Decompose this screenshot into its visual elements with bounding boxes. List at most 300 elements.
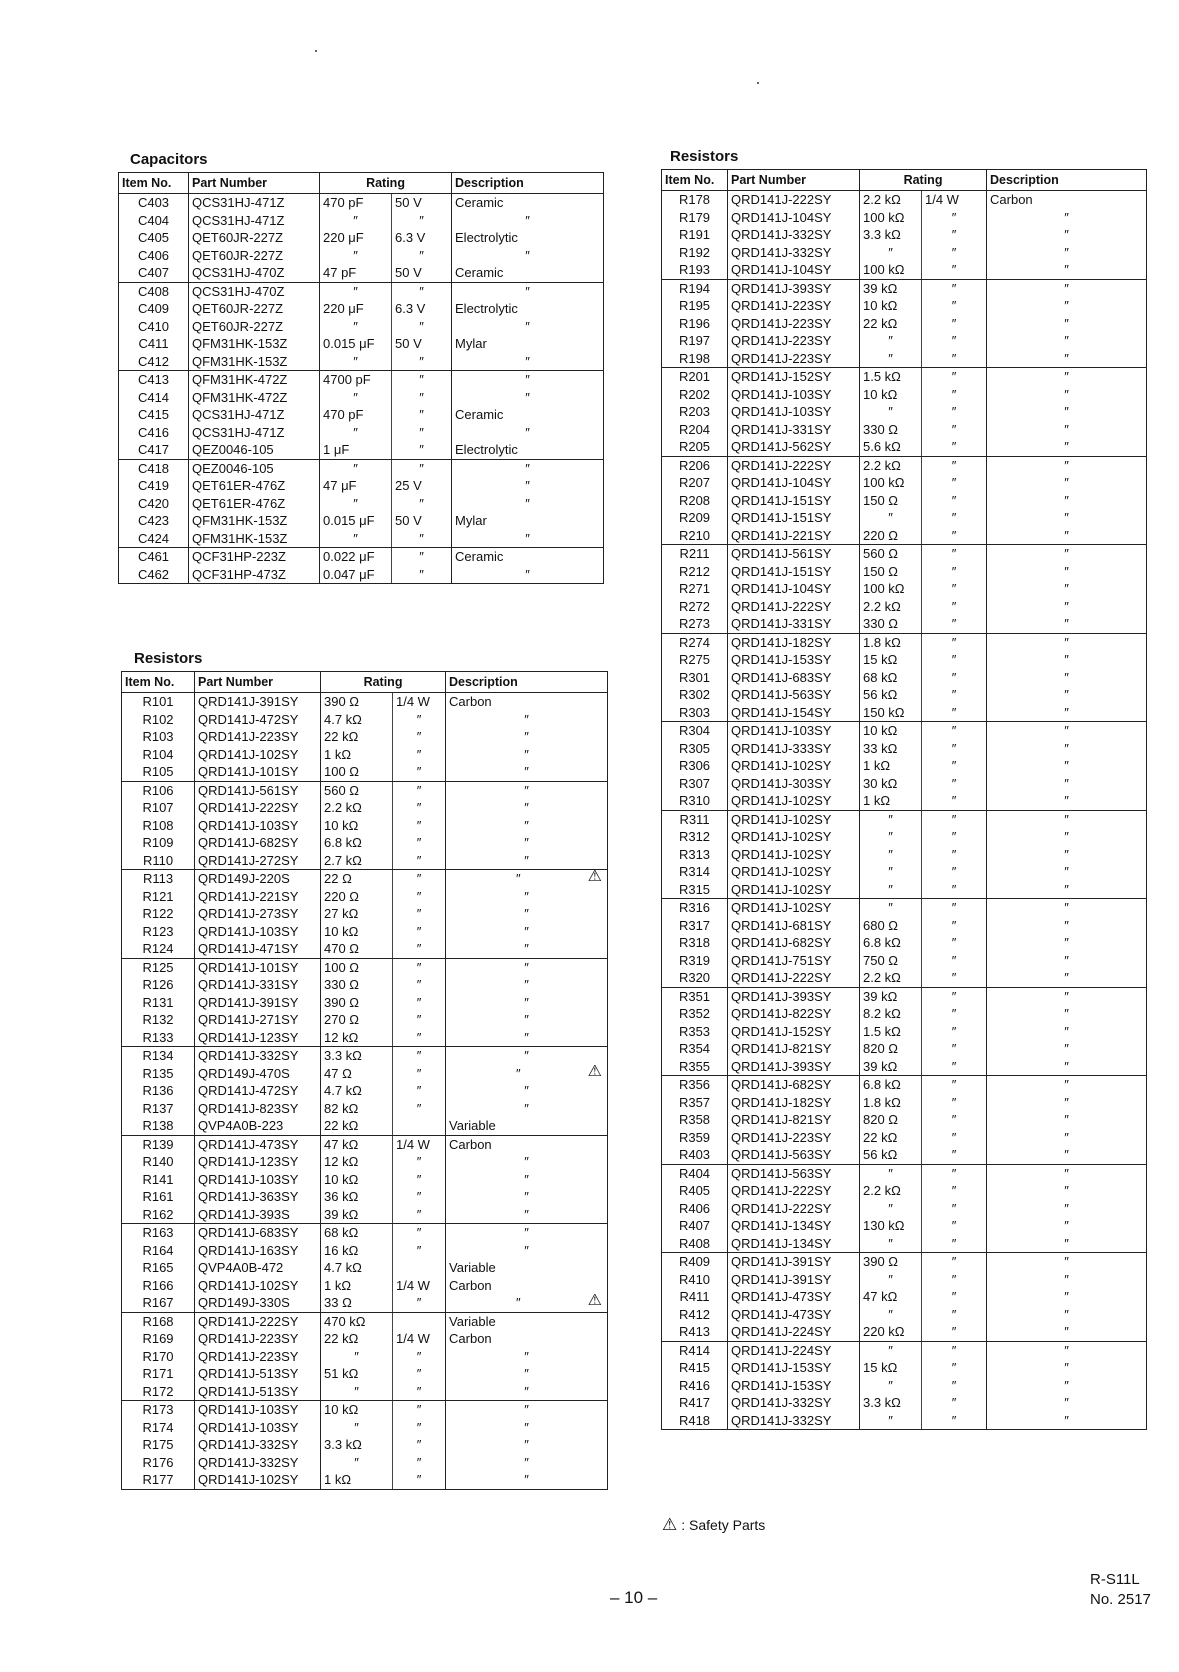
value-cell: 10 kΩ — [321, 923, 393, 941]
description-text: Carbon — [449, 1331, 492, 1347]
description-text: ″ — [525, 247, 530, 263]
table-row — [122, 905, 608, 923]
description-text: ″ — [1064, 386, 1069, 402]
rating-cell: ″ — [922, 1217, 987, 1235]
rating-cell: ″ — [922, 686, 987, 704]
value-cell: 100 Ω — [321, 763, 393, 781]
description-text: ″ — [1064, 1254, 1069, 1270]
description-cell — [987, 828, 1147, 846]
rating-cell: ″ — [922, 1253, 987, 1271]
table-row — [122, 888, 608, 906]
item-no-cell: R161 — [122, 1188, 195, 1206]
description-text: ″ — [524, 1383, 529, 1399]
item-no-cell: R418 — [662, 1412, 728, 1430]
rating-cell: ″ — [922, 757, 987, 775]
description-text: ″ — [1064, 1200, 1069, 1216]
item-no-cell: R316 — [662, 899, 728, 917]
header-rating: Rating — [321, 672, 446, 693]
description-cell — [987, 1271, 1147, 1289]
rating-cell: ″ — [922, 456, 987, 474]
table-row — [662, 1164, 1147, 1182]
value-cell: 820 Ω — [860, 1040, 922, 1058]
description-text: ″ — [524, 1242, 529, 1258]
item-no-cell: R104 — [122, 746, 195, 764]
description-text: ″ — [1064, 970, 1069, 986]
value-cell: 47 Ω — [321, 1065, 393, 1083]
table-row — [122, 1401, 608, 1419]
table-row — [662, 191, 1147, 209]
rating-cell: ″ — [393, 711, 446, 729]
rating-cell: ″ — [922, 1094, 987, 1112]
part-number-cell: QRD141J-363SY — [195, 1188, 321, 1206]
description-cell — [446, 1436, 608, 1454]
item-no-cell: C462 — [119, 566, 189, 584]
rating-cell: ″ — [922, 1412, 987, 1430]
part-number-cell: QRD141J-821SY — [728, 1040, 860, 1058]
value-cell: 56 kΩ — [860, 686, 922, 704]
description-text: ″ — [1064, 350, 1069, 366]
value-cell: 6.8 kΩ — [860, 1076, 922, 1094]
description-text: Ceramic — [455, 549, 504, 565]
description-cell — [452, 282, 604, 300]
rating-cell: ″ — [922, 934, 987, 952]
item-no-cell: R202 — [662, 386, 728, 404]
description-text: ″ — [524, 711, 529, 727]
rating-cell — [393, 1117, 446, 1135]
rating-cell: ″ — [393, 1206, 446, 1224]
description-text: ″ — [1064, 687, 1069, 703]
rating-cell: ″ — [922, 386, 987, 404]
description-text: ″ — [1064, 1041, 1069, 1057]
description-cell — [452, 477, 604, 495]
item-no-cell: C411 — [119, 335, 189, 353]
item-no-cell: C412 — [119, 353, 189, 371]
rating-cell: ″ — [922, 1323, 987, 1341]
description-text: ″ — [1064, 829, 1069, 845]
description-cell — [446, 1401, 608, 1419]
table-row — [122, 1117, 608, 1135]
description-cell — [987, 775, 1147, 793]
part-number-cell: QRD141J-332SY — [728, 226, 860, 244]
part-number-cell: QRD141J-391SY — [728, 1271, 860, 1289]
rating-cell: ″ — [393, 940, 446, 958]
table-body — [122, 693, 608, 1490]
table-row — [122, 1171, 608, 1189]
description-cell — [987, 686, 1147, 704]
value-cell: 1.5 kΩ — [860, 368, 922, 386]
item-no-cell: R113 — [122, 870, 195, 888]
value-cell: 8.2 kΩ — [860, 1005, 922, 1023]
rating-cell: ″ — [922, 279, 987, 297]
description-text: ″ — [1064, 1112, 1069, 1128]
description-cell — [446, 1383, 608, 1401]
table-row — [662, 969, 1147, 987]
description-text: Electrolytic — [455, 230, 518, 246]
header-description: Description — [987, 170, 1147, 191]
item-no-cell: C424 — [119, 530, 189, 548]
table-row — [119, 389, 604, 407]
description-cell — [446, 1029, 608, 1047]
item-no-cell: R135 — [122, 1065, 195, 1083]
rating-cell: ″ — [922, 598, 987, 616]
table-row — [122, 781, 608, 799]
table-row — [122, 870, 608, 888]
part-number-cell: QRD141J-151SY — [728, 563, 860, 581]
description-text: ″ — [524, 746, 529, 762]
value-cell: 390 Ω — [321, 994, 393, 1012]
rating-cell: ″ — [393, 1082, 446, 1100]
table-row — [662, 722, 1147, 740]
value-cell: ″ — [860, 1412, 922, 1430]
description-text: Mylar — [455, 513, 487, 529]
item-no-cell: R353 — [662, 1023, 728, 1041]
table-row — [122, 994, 608, 1012]
item-no-cell: C409 — [119, 300, 189, 318]
part-number-cell: QET61ER-476Z — [189, 477, 320, 495]
table-row — [119, 371, 604, 389]
item-no-cell: R320 — [662, 969, 728, 987]
table-row — [119, 548, 604, 566]
table-row — [122, 1242, 608, 1260]
description-text: ″ — [516, 871, 521, 887]
item-no-cell: R410 — [662, 1271, 728, 1289]
value-cell: 100 kΩ — [860, 261, 922, 279]
part-number-cell: QCS31HJ-470Z — [189, 282, 320, 300]
item-no-cell: C410 — [119, 318, 189, 336]
table-row — [119, 264, 604, 282]
description-cell — [452, 353, 604, 371]
table-row — [122, 1188, 608, 1206]
item-no-cell: C408 — [119, 282, 189, 300]
rating-cell: ″ — [922, 969, 987, 987]
description-text: ″ — [516, 1295, 521, 1311]
table-row — [122, 834, 608, 852]
value-cell: 15 kΩ — [860, 1359, 922, 1377]
value-cell: ″ — [860, 332, 922, 350]
description-text: ″ — [1064, 598, 1069, 614]
value-cell: 68 kΩ — [321, 1224, 393, 1242]
description-cell — [987, 757, 1147, 775]
table-row — [662, 669, 1147, 687]
value-cell: 100 kΩ — [860, 580, 922, 598]
value-cell: 390 Ω — [860, 1253, 922, 1271]
value-cell: 220 μF — [320, 300, 392, 318]
value-cell: 16 kΩ — [321, 1242, 393, 1260]
value-cell: 0.015 μF — [320, 335, 392, 353]
description-text: Carbon — [990, 192, 1033, 208]
description-cell — [987, 987, 1147, 1005]
description-cell — [452, 371, 604, 389]
item-no-cell: R122 — [122, 905, 195, 923]
part-number-cell: QRD141J-332SY — [728, 244, 860, 262]
part-number-cell: QRD149J-330S — [195, 1294, 321, 1312]
rating-cell: ″ — [922, 509, 987, 527]
rating-cell: ″ — [393, 1242, 446, 1260]
table-row — [122, 1206, 608, 1224]
rating-cell: ″ — [922, 1005, 987, 1023]
value-cell: 15 kΩ — [860, 651, 922, 669]
description-text: ″ — [524, 852, 529, 868]
value-cell: ″ — [320, 247, 392, 265]
item-no-cell: R192 — [662, 244, 728, 262]
item-no-cell: R137 — [122, 1100, 195, 1118]
item-no-cell: R167 — [122, 1294, 195, 1312]
table-row — [662, 1306, 1147, 1324]
description-cell — [987, 669, 1147, 687]
rating-cell: ″ — [922, 438, 987, 456]
part-number-cell: QRD141J-223SY — [728, 315, 860, 333]
table-row — [119, 459, 604, 477]
part-number-cell: QRD141J-223SY — [728, 1129, 860, 1147]
value-cell: 4.7 kΩ — [321, 711, 393, 729]
description-text: ″ — [1064, 988, 1069, 1004]
table-row — [122, 763, 608, 781]
table-row — [662, 527, 1147, 545]
rating-cell: ″ — [922, 987, 987, 1005]
part-number-cell: QRD141J-332SY — [195, 1454, 321, 1472]
description-cell — [446, 1100, 608, 1118]
value-cell: 220 μF — [320, 229, 392, 247]
description-text: ″ — [1064, 669, 1069, 685]
rating-cell: ″ — [922, 1377, 987, 1395]
value-cell: ″ — [320, 424, 392, 442]
header-rating: Rating — [320, 173, 452, 194]
part-number-cell: QRD141J-103SY — [728, 722, 860, 740]
rating-cell: 1/4 W — [393, 1135, 446, 1153]
description-cell — [452, 459, 604, 477]
description-text: ″ — [1064, 404, 1069, 420]
rating-cell: ″ — [392, 566, 452, 584]
rating-cell: ″ — [922, 1341, 987, 1359]
rating-cell: ″ — [922, 403, 987, 421]
value-cell: 39 kΩ — [860, 987, 922, 1005]
rating-cell: ″ — [922, 846, 987, 864]
table-row — [662, 509, 1147, 527]
part-number-cell: QRD141J-391SY — [195, 994, 321, 1012]
description-cell — [452, 424, 604, 442]
description-text: ″ — [1064, 421, 1069, 437]
description-cell — [446, 1171, 608, 1189]
rating-cell: ″ — [393, 1011, 446, 1029]
value-cell: 51 kΩ — [321, 1365, 393, 1383]
item-no-cell: R317 — [662, 917, 728, 935]
part-number-cell: QRD141J-223SY — [728, 332, 860, 350]
item-no-cell: R352 — [662, 1005, 728, 1023]
description-cell — [446, 1365, 608, 1383]
description-text: ″ — [524, 1171, 529, 1187]
part-number-cell: QFM31HK-153Z — [189, 530, 320, 548]
part-number-cell: QRD141J-222SY — [728, 456, 860, 474]
part-number-cell: QRD149J-470S — [195, 1065, 321, 1083]
rating-cell: ″ — [393, 905, 446, 923]
part-number-cell: QRD141J-134SY — [728, 1217, 860, 1235]
value-cell: ″ — [860, 881, 922, 899]
value-cell: 10 kΩ — [860, 386, 922, 404]
value-cell: ″ — [320, 318, 392, 336]
description-text: ″ — [1064, 1360, 1069, 1376]
description-text: ″ — [525, 353, 530, 369]
part-number-cell: QCS31HJ-471Z — [189, 194, 320, 212]
rating-cell: ″ — [922, 1164, 987, 1182]
table-row — [662, 1271, 1147, 1289]
rating-cell: 50 V — [392, 194, 452, 212]
document-number: No. 2517 — [1090, 1591, 1151, 1608]
rating-cell: ″ — [393, 870, 446, 888]
description-cell — [987, 1288, 1147, 1306]
part-number-cell: QRD141J-102SY — [728, 881, 860, 899]
table-row — [122, 1383, 608, 1401]
table-row — [662, 421, 1147, 439]
item-no-cell: R107 — [122, 799, 195, 817]
description-cell — [452, 530, 604, 548]
header-part-number: Part Number — [189, 173, 320, 194]
table-row — [122, 711, 608, 729]
part-number-cell: QRD141J-102SY — [728, 863, 860, 881]
rating-cell: 6.3 V — [392, 300, 452, 318]
value-cell: ″ — [860, 899, 922, 917]
description-cell — [446, 763, 608, 781]
part-number-cell: QET60JR-227Z — [189, 229, 320, 247]
part-number-cell: QRD141J-103SY — [195, 923, 321, 941]
item-no-cell: R194 — [662, 279, 728, 297]
safety-warning-icon: ⚠ — [587, 1294, 603, 1310]
value-cell: 22 kΩ — [321, 728, 393, 746]
rating-cell: ″ — [393, 1029, 446, 1047]
description-cell — [987, 474, 1147, 492]
item-no-cell: R138 — [122, 1117, 195, 1135]
description-text: ″ — [524, 1225, 529, 1241]
part-number-cell: QRD141J-561SY — [195, 781, 321, 799]
description-cell — [987, 934, 1147, 952]
part-number-cell: QRD141J-223SY — [195, 728, 321, 746]
value-cell: 150 Ω — [860, 492, 922, 510]
table-row — [119, 477, 604, 495]
description-cell — [987, 722, 1147, 740]
table-row — [122, 817, 608, 835]
part-number-cell: QRD141J-563SY — [728, 686, 860, 704]
item-no-cell: R124 — [122, 940, 195, 958]
description-cell — [987, 1023, 1147, 1041]
item-no-cell: C415 — [119, 406, 189, 424]
description-cell — [987, 899, 1147, 917]
item-no-cell: R356 — [662, 1076, 728, 1094]
description-cell — [987, 1306, 1147, 1324]
table-row — [119, 335, 604, 353]
rating-cell: ″ — [922, 881, 987, 899]
description-cell — [987, 1253, 1147, 1271]
item-no-cell: C423 — [119, 512, 189, 530]
description-text: ″ — [1064, 457, 1069, 473]
table-row — [122, 976, 608, 994]
item-no-cell: R178 — [662, 191, 728, 209]
value-cell: 10 kΩ — [321, 1171, 393, 1189]
value-cell: 22 kΩ — [860, 1129, 922, 1147]
description-text: ″ — [524, 1419, 529, 1435]
rating-cell: ″ — [922, 651, 987, 669]
item-no-cell: R414 — [662, 1341, 728, 1359]
part-number-cell: QFM31HK-472Z — [189, 389, 320, 407]
table-row — [119, 441, 604, 459]
item-no-cell: R272 — [662, 598, 728, 616]
table-row — [122, 1011, 608, 1029]
description-text: ″ — [525, 530, 530, 546]
value-cell: 3.3 kΩ — [860, 226, 922, 244]
description-text: Mylar — [455, 336, 487, 352]
description-text: ″ — [524, 800, 529, 816]
description-cell — [446, 817, 608, 835]
item-no-cell: R315 — [662, 881, 728, 899]
model-info — [1090, 1570, 1151, 1610]
description-cell — [446, 905, 608, 923]
item-no-cell: R304 — [662, 722, 728, 740]
part-number-cell: QRD141J-563SY — [728, 1164, 860, 1182]
value-cell: 10 kΩ — [860, 722, 922, 740]
description-text: ″ — [1064, 333, 1069, 349]
header-item-no: Item No. — [122, 672, 195, 693]
rating-cell: ″ — [922, 615, 987, 633]
value-cell: 5.6 kΩ — [860, 438, 922, 456]
description-cell — [987, 386, 1147, 404]
value-cell: 100 kΩ — [860, 474, 922, 492]
value-cell: 10 kΩ — [321, 817, 393, 835]
description-text: ″ — [524, 1189, 529, 1205]
item-no-cell: R195 — [662, 297, 728, 315]
value-cell: ″ — [860, 1235, 922, 1253]
description-cell — [446, 1348, 608, 1366]
description-text: ″ — [524, 1402, 529, 1418]
part-number-cell: QRD141J-163SY — [195, 1242, 321, 1260]
item-no-cell: R415 — [662, 1359, 728, 1377]
item-no-cell: R357 — [662, 1094, 728, 1112]
part-number-cell: QET61ER-476Z — [189, 495, 320, 513]
part-number-cell: QRD141J-102SY — [195, 1277, 321, 1295]
part-number-cell: QRD141J-333SY — [728, 740, 860, 758]
item-no-cell: R417 — [662, 1394, 728, 1412]
description-cell — [987, 1200, 1147, 1218]
item-no-cell: R193 — [662, 261, 728, 279]
table-row — [122, 693, 608, 711]
description-text: ″ — [1064, 1183, 1069, 1199]
part-number-cell: QRD141J-103SY — [195, 1401, 321, 1419]
description-cell — [446, 923, 608, 941]
part-number-cell: QRD141J-473SY — [728, 1306, 860, 1324]
value-cell: 1 μF — [320, 441, 392, 459]
description-text: ″ — [524, 1366, 529, 1382]
description-text: ″ — [1064, 1306, 1069, 1322]
description-cell — [452, 318, 604, 336]
part-number-cell: QET60JR-227Z — [189, 318, 320, 336]
description-text: ″ — [1064, 527, 1069, 543]
item-no-cell: R306 — [662, 757, 728, 775]
item-no-cell: R301 — [662, 669, 728, 687]
description-text: ″ — [525, 212, 530, 228]
table-row — [662, 1323, 1147, 1341]
description-text: Variable — [449, 1313, 496, 1329]
value-cell: 39 kΩ — [860, 279, 922, 297]
description-text: ″ — [1064, 616, 1069, 632]
item-no-cell: R319 — [662, 952, 728, 970]
table-row — [122, 1047, 608, 1065]
table-row — [122, 746, 608, 764]
description-text: ″ — [1064, 935, 1069, 951]
part-number-cell: QRD141J-123SY — [195, 1153, 321, 1171]
rating-cell: 1/4 W — [393, 693, 446, 711]
value-cell: ″ — [321, 1454, 393, 1472]
part-number-cell: QRD141J-331SY — [195, 976, 321, 994]
rating-cell: 6.3 V — [392, 229, 452, 247]
part-number-cell: QRD141J-391SY — [195, 693, 321, 711]
value-cell: 6.8 kΩ — [321, 834, 393, 852]
